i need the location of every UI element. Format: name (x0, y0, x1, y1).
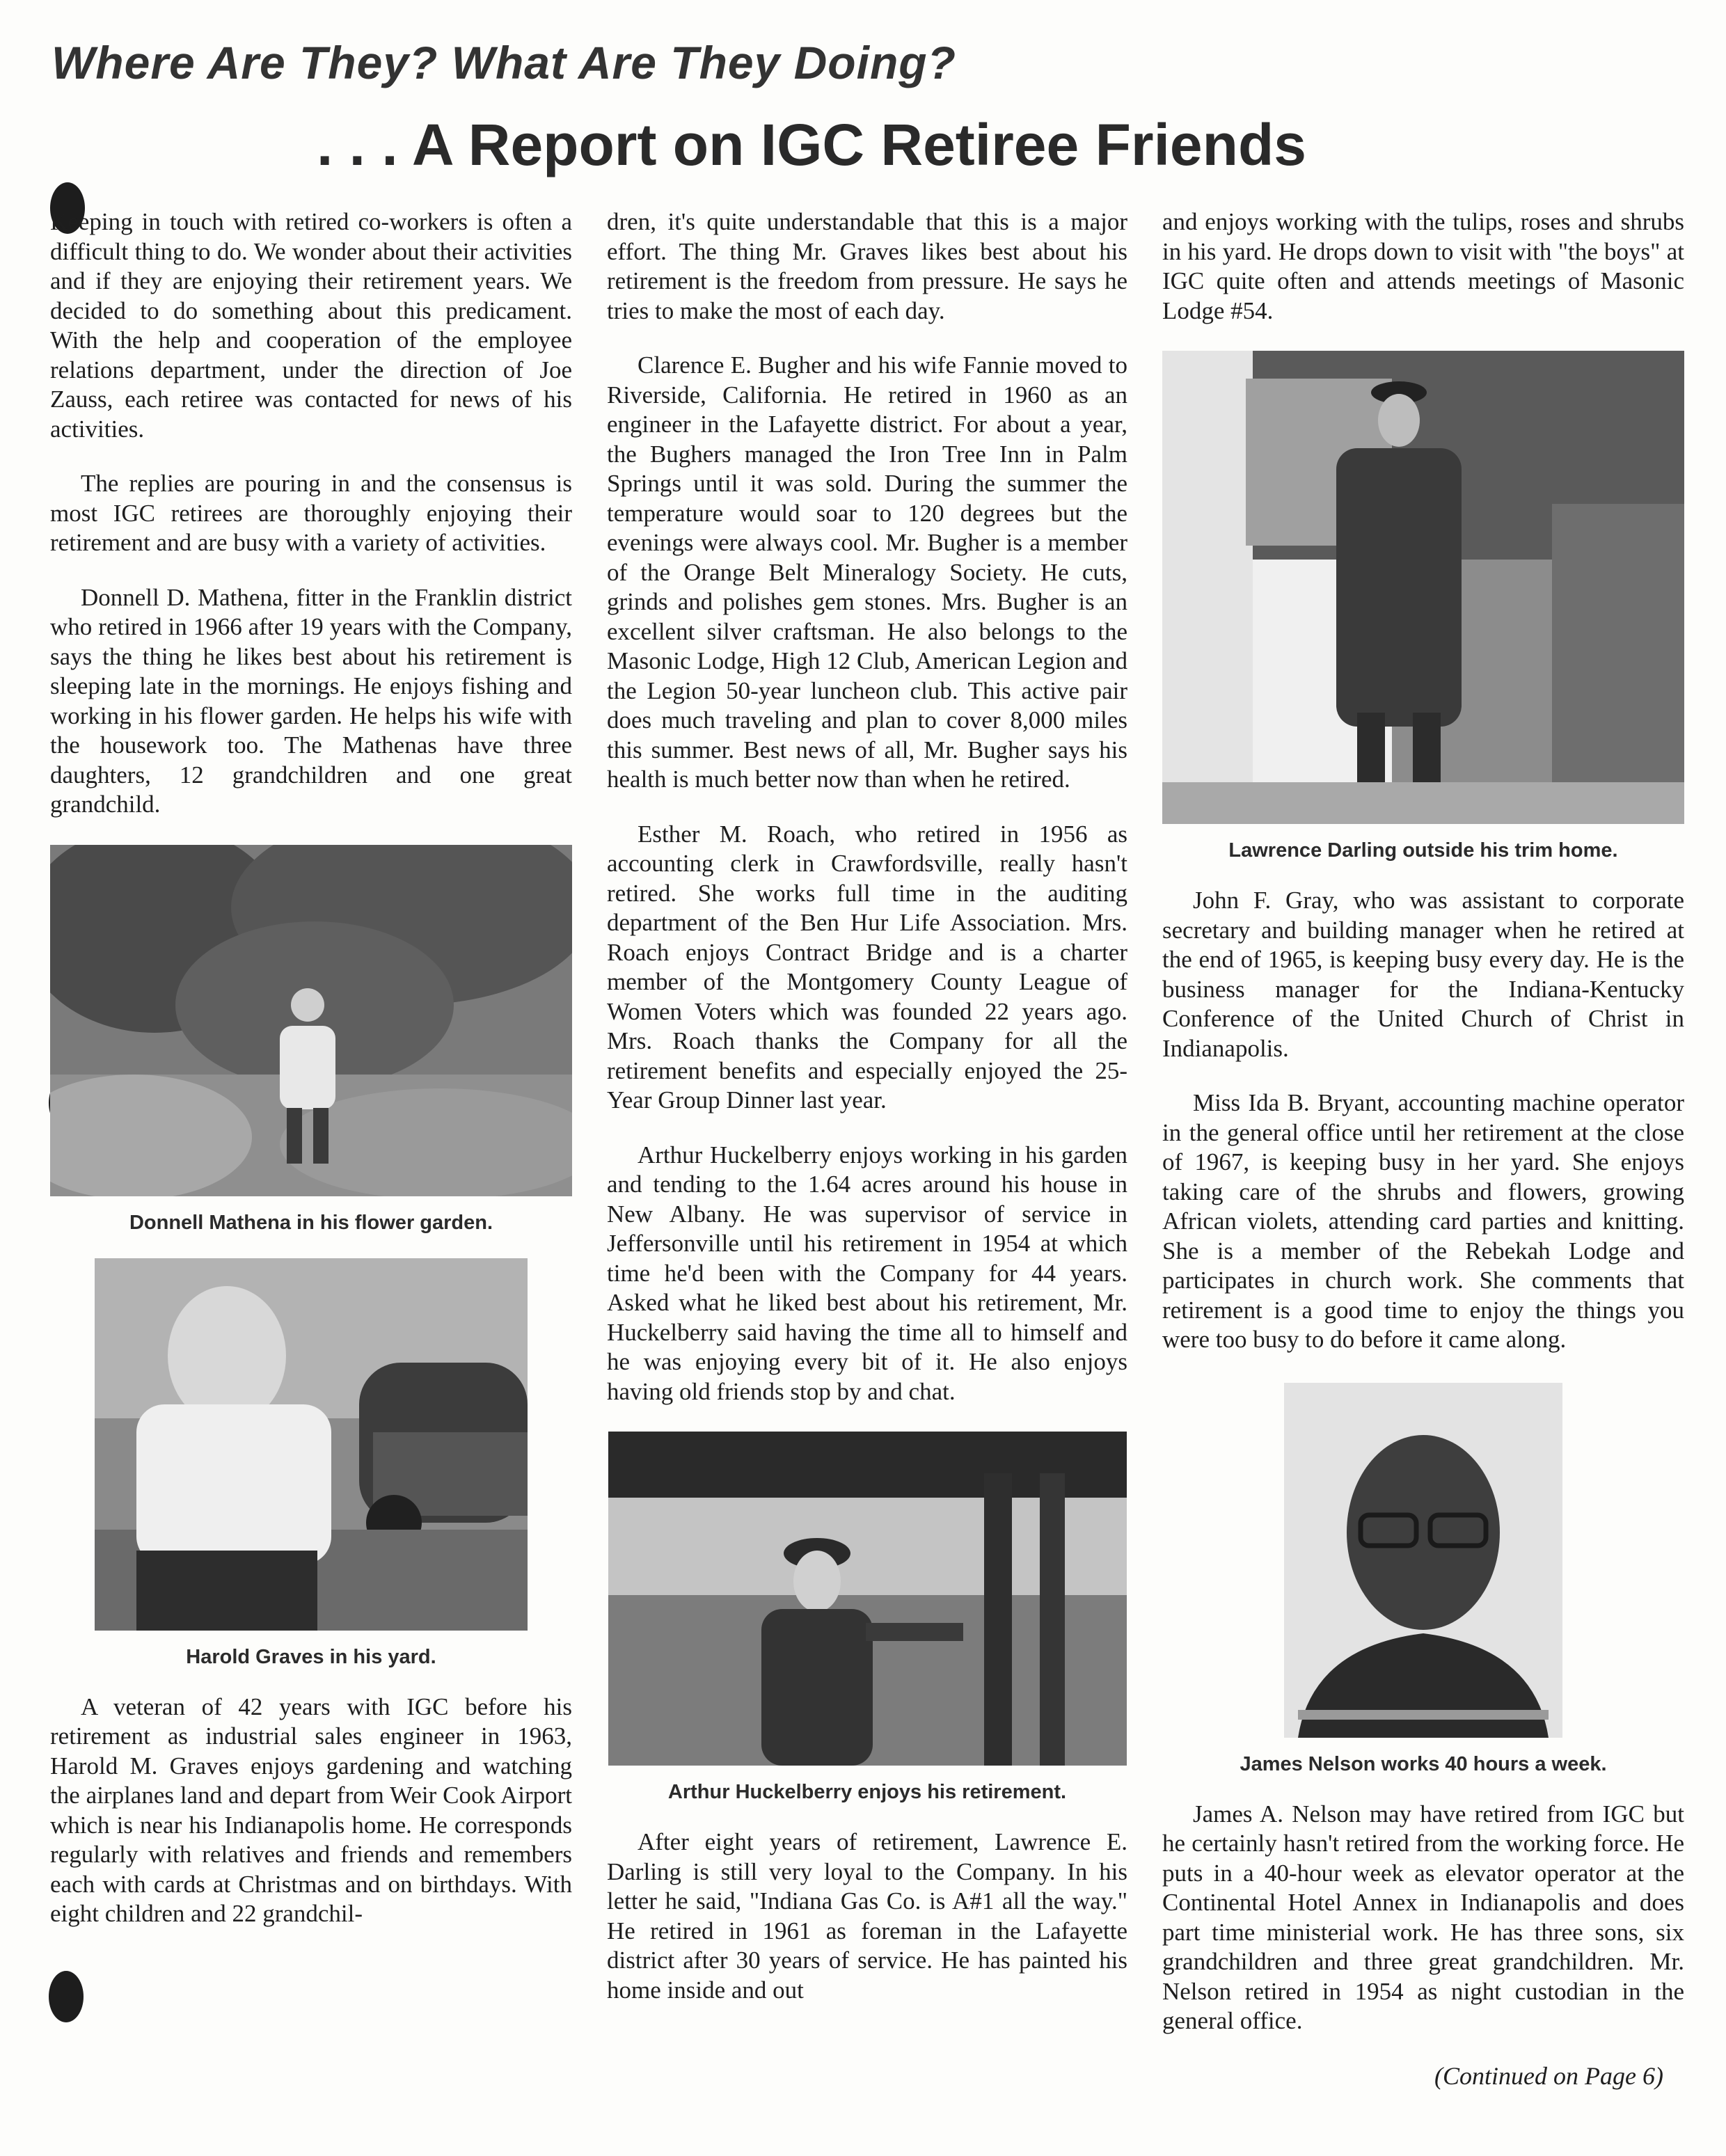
paragraph-nelson: James A. Nelson may have retired from IGC but he certainly hasn't retired from the working force. He puts in a 40-hour week as elevator operator at the Continental Hotel Annex in Indianapolis and does part time ministerial work. He has three sons, six grandchildren and three great grandchildren. Mr. Nelson retired in 1954 as night custodian in the general office. (1162, 1800, 1684, 2034)
caption-graves: Harold Graves in his yard. (186, 1645, 436, 1668)
paragraph-graves-continued: dren, it's quite understandable that this is a major effort. The thing Mr. Graves likes best about his retirement is the freedom from pressure. He says he tries to make the most of each day. (607, 208, 1127, 324)
article-headline: . . . A Report on IGC Retiree Friends (317, 112, 1306, 177)
column-middle (607, 207, 1127, 2030)
photo-darling-home (1162, 351, 1684, 824)
column-left (50, 207, 572, 1954)
binder-hole-bottom (49, 1971, 84, 2022)
caption-mathena: Donnell Mathena in his flower garden. (129, 1211, 493, 1234)
paragraph-consensus: The replies are pouring in and the consensus is most IGC retirees are thoroughly enjoying their retirement and are busy with a variety of activities. (50, 470, 572, 556)
paragraph-roach: Esther M. Roach, who retired in 1956 as accounting clerk in Crawfordsville, really hasn't retired. She works full time in the auditing department of the Ben Hur Life Association. Mrs. Roach enjoys Contract Bridge and is a charter member of the Montgomery County League of Women Voters which was founded 22 years ago. Mrs. Roach thanks the Company for all the retirement benefits and especially enjoyed the 25-Year Group Dinner last year. (607, 820, 1127, 1113)
paragraph-huckelberry: Arthur Huckelberry enjoys working in his garden and tending to the 1.64 acres around his house in New Albany. He was supervisor of service in Jeffersonville until his retirement in 1954 at which time he'd been with the Company for 44 years. Asked what he liked best about his retirement, Mr. Huckelberry said having the time all to himself and he was enjoying every bit of it. He also enjoys having old friends stop by and chat. (607, 1141, 1127, 1405)
intro-paragraph: Keeping in touch with retired co-workers is often a difficult thing to do. We wonder about their activities and if they are enjoying their retirement years. We decided to do something about this predicament. With the help and cooperation of the employee relations department, under the direction of Joe Zauss, each retiree was contacted for news of his activities. (50, 208, 572, 443)
photo-nelson (1284, 1383, 1562, 1738)
paragraph-gray: John F. Gray, who was assistant to corporate secretary and building manager when he retired at the end of 1965, is keeping busy every day. He is the business manager for the Indiana-Kentucky Conference of the United Church of Christ in Indianapolis. (1162, 887, 1684, 1062)
caption-huckelberry: Arthur Huckelberry enjoys his retirement. (667, 1781, 1067, 1803)
continued-note: (Continued on Page 6) (1434, 2061, 1663, 2090)
caption-darling: Lawrence Darling outside his trim home. (1228, 839, 1618, 862)
paragraph-bryant: Miss Ida B. Bryant, accounting machine operator in the general office until her retirement at the close of 1967, is keeping busy in her yard. She enjoys taking care of the shrubs and flowers, growing African violets, attending card parties and knitting. She is a member of the Rebekah Lodge and participates in church work. She comments that retirement is a good time to enjoy the things you were too busy to do before it came along. (1162, 1089, 1684, 1353)
paragraph-bugher: Clarence E. Bugher and his wife Fannie moved to Riverside, California. He retired in 1960 as an engineer in the Lafayette district. For about a year, the Bughers managed the Iron Tree Inn in Palm Springs until it was sold. During the summer the temperature would soar to 120 degrees but the evenings were always cool. Mr. Bugher is a member of the Orange Belt Mineralogy Society. He cuts, grinds and polishes gem stones. Mrs. Bugher is an excellent silver craftsman. He also belongs to the Masonic Lodge, High 12 Club, American Legion and the Legion 50-year luncheon club. This active pair does much traveling and plan to cover 8,000 miles this summer. Best news of all, Mr. Bugher says his health is much better now than when he retired. (607, 351, 1127, 793)
photo-mathena-garden (50, 845, 572, 1196)
photo-graves-yard (95, 1258, 528, 1631)
column-right (1162, 207, 1684, 2091)
photo-huckelberry (608, 1432, 1127, 1766)
paragraph-mathena: Donnell D. Mathena, fitter in the Franklin district who retired in 1966 after 19 years with the Company, says the thing he likes best about his retirement is sleeping late in the mornings. He enjoys fishing and working in his flower garden. He helps his wife with the housework too. The Mathenas have three daughters, 12 grandchildren and one great grandchild. (50, 583, 572, 818)
article-kicker: Where Are They? What Are They Doing? (52, 37, 956, 88)
paragraph-darling: After eight years of retirement, Lawrence E. Darling is still very loyal to the Company. In his letter he said, "Indiana Gas Co. is A#1 all the way." He retired in 1961 as foreman in the Lafayette district after 30 years of service. He has painted his home inside and out (607, 1828, 1127, 2004)
caption-nelson: James Nelson works 40 hours a week. (1240, 1752, 1607, 1775)
paragraph-darling-continued: and enjoys working with the tulips, roses and shrubs in his yard. He drops down to visit with "the boys" at IGC quite often and attends meetings of Masonic Lodge #54. (1162, 208, 1684, 324)
paragraph-graves: A veteran of 42 years with IGC before his retirement as industrial sales engineer in 1963, Harold M. Graves enjoys gardening and watching the airplanes land and depart from Weir Cook Airport which is near his Indianapolis home. He corresponds regularly with relatives and friends and remembers each with cards at Christmas and on birthdays. With eight children and 22 grandchil- (50, 1693, 572, 1927)
